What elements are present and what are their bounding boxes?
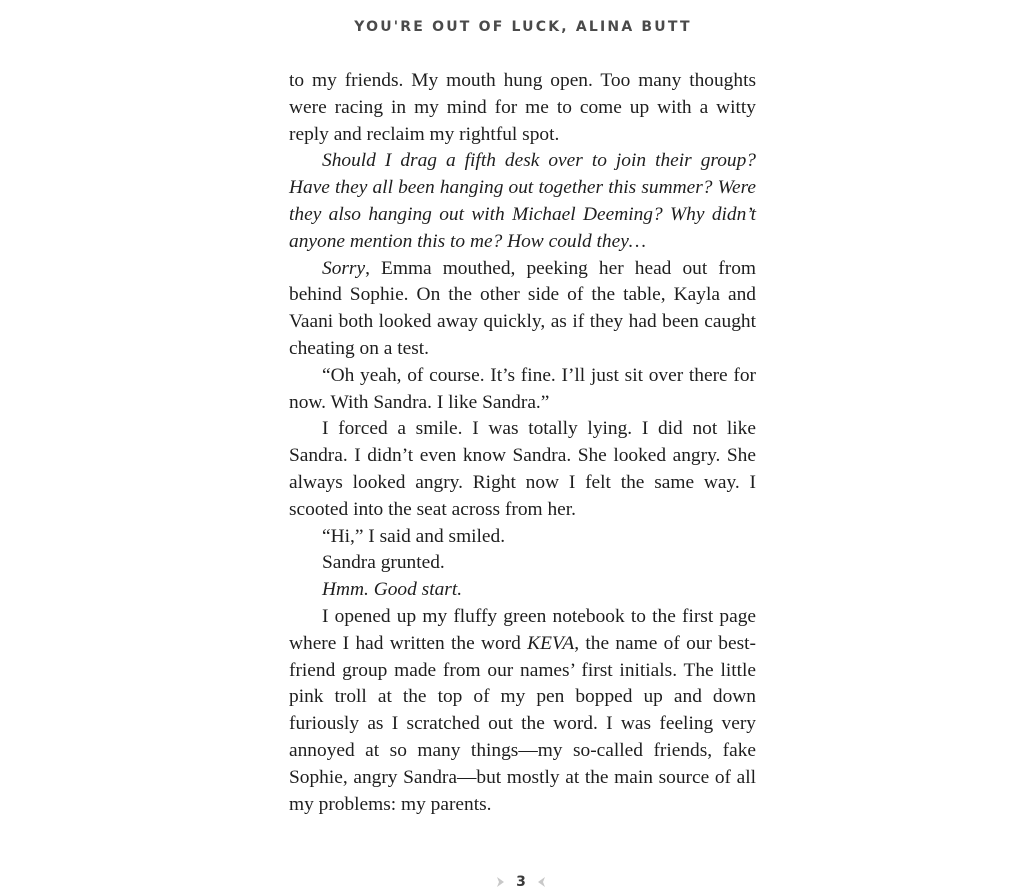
text-segment-italic: KEVA bbox=[527, 632, 575, 654]
chevron-left-ornament-icon bbox=[536, 876, 546, 888]
text-segment: , the name of our best-friend group made from our names’ first initials. The little pink troll at the top of my pen bopped up and down furiously as I scratched out the word. I was feeling very annoyed at so many things—my so-called friends, fake Sophie, angry Sandra—but mostly at the main source of all my problems: my parents. bbox=[289, 632, 756, 815]
paragraph bbox=[289, 256, 756, 363]
text-segment: to my friends. My mouth hung open. Too many thoughts were racing in my mind for me to come up with a witty reply and reclaim my rightful spot. bbox=[289, 70, 756, 145]
paragraph-dialogue bbox=[289, 524, 756, 551]
text-segment: I forced a smile. I was totally lying. I did not like Sandra. I didn’t even know Sandra. She looked angry. She always looked angry. Right now I felt the same way. I scooted into the seat across from her. bbox=[289, 418, 756, 520]
paragraph-italic-thoughts bbox=[289, 148, 756, 255]
paragraph-italic-thought bbox=[289, 577, 756, 604]
page-footer bbox=[0, 874, 1024, 890]
page-body bbox=[289, 68, 756, 818]
text-segment: Should I drag a fifth desk over to join their group? Have they all been hanging out together this summer? Were they also hanging out with Michael Deeming? Why didn’t anyone mention this to me? How could they… bbox=[289, 150, 756, 252]
text-segment: Hmm. Good start. bbox=[322, 579, 463, 601]
text-segment: Sandra grunted. bbox=[322, 552, 445, 574]
text-segment: , Emma mouthed, peeking her head out from behind Sophie. On the other side of the table, Kayla and Vaani both looked away quickly, as if they had been caught cheating on a test. bbox=[289, 257, 756, 359]
running-title: YOU'RE OUT OF LUCK, ALINA BUTT bbox=[354, 19, 692, 35]
text-segment: I opened up my fluffy green notebook to the first page where I had written the word bbox=[289, 605, 756, 654]
paragraph bbox=[289, 416, 756, 523]
paragraph bbox=[289, 604, 756, 818]
text-segment: “Oh yeah, of course. It’s fine. I’ll just sit over there for now. With Sandra. I like Sandra.” bbox=[289, 364, 756, 413]
running-header bbox=[0, 19, 1024, 35]
paragraph-dialogue bbox=[289, 363, 756, 417]
text-segment-italic: Sorry bbox=[322, 257, 366, 279]
text-segment: “Hi,” I said and smiled. bbox=[322, 525, 506, 547]
paragraph bbox=[289, 550, 756, 577]
chevron-right-ornament-icon bbox=[496, 876, 506, 888]
paragraph bbox=[289, 68, 756, 148]
page-number: 3 bbox=[516, 874, 526, 890]
